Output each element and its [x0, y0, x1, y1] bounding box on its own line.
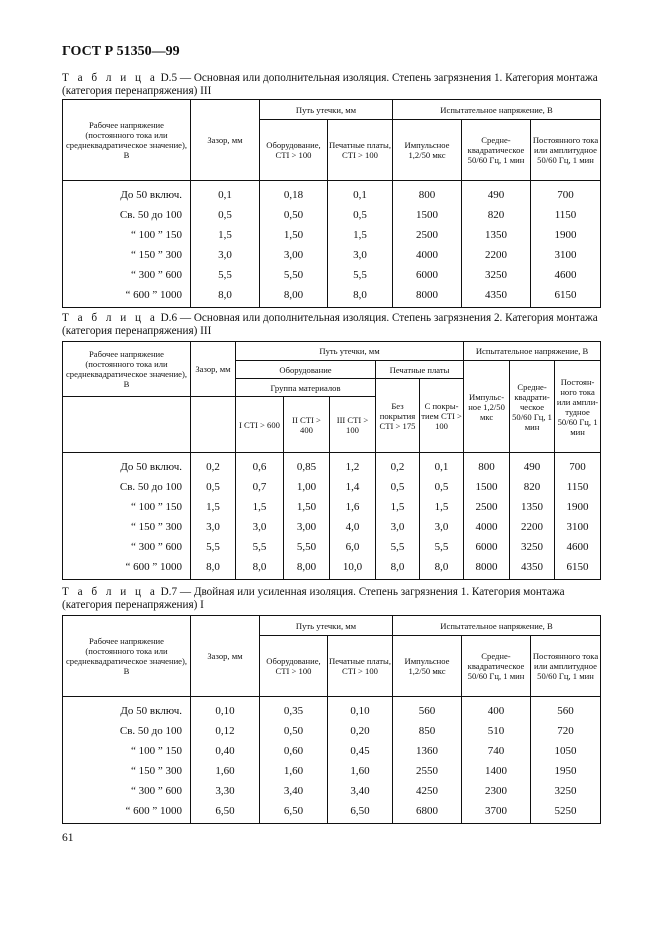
table-cell: 1,4	[330, 477, 376, 497]
table-cell: 6,50	[191, 801, 260, 824]
table-cell: 1,60	[260, 761, 328, 781]
table-cell: 3,0	[376, 517, 420, 537]
table-cell: 1,2	[330, 453, 376, 478]
table-cell: 8,0	[376, 557, 420, 580]
table-cell: 3100	[531, 245, 601, 265]
header-spacer	[191, 397, 236, 453]
header-voltage: Рабочее напряжение (постоянного тока или среднеквадратическое значение), В	[63, 342, 191, 397]
table-cell: 1,5	[420, 497, 464, 517]
cell-voltage-range: “ 100 ” 150	[63, 741, 191, 761]
table-d5-caption	[62, 72, 600, 98]
table-row	[63, 225, 601, 245]
table-cell: 1400	[462, 761, 531, 781]
caption-prefix: Т а б л и ц а	[62, 586, 158, 598]
caption-text: D.6 — Основная или дополнительная изоляция. Степень загрязнения 2. Категория монтажа (категория перенапряжения) III	[62, 312, 598, 337]
cell-voltage-range: “ 300 ” 600	[63, 537, 191, 557]
table-cell: 0,20	[328, 721, 393, 741]
table-cell: 6000	[393, 265, 462, 285]
header-impulse: Импульсное 1,2/50 мкс	[393, 636, 462, 697]
cell-voltage-range: “ 300 ” 600	[63, 265, 191, 285]
cell-voltage-range: До 50 включ.	[63, 697, 191, 722]
table-cell: 1500	[464, 477, 510, 497]
table-cell: 820	[510, 477, 555, 497]
header-gap: Зазор, мм	[191, 100, 260, 181]
table-cell: 5250	[531, 801, 601, 824]
table-cell: 4,0	[330, 517, 376, 537]
table-cell: 6150	[555, 557, 601, 580]
table-cell: 3250	[462, 265, 531, 285]
table-cell: 3,0	[191, 517, 236, 537]
header-pcb: Печатные платы, CTI > 100	[328, 636, 393, 697]
table-cell: 8,0	[191, 557, 236, 580]
header-impulse: Импульс-ное 1,2/50 мкс	[464, 361, 510, 453]
table-d5-body	[63, 181, 601, 308]
cell-voltage-range: “ 100 ” 150	[63, 497, 191, 517]
header-dc: Постоян-ного тока или ампли-тудное 50/60 Гц, 1 мин	[555, 361, 601, 453]
table-cell: 0,50	[260, 721, 328, 741]
header-test-voltage: Испытательное напряжение, В	[464, 342, 601, 361]
table-row	[63, 285, 601, 308]
header-creepage: Путь утечки, мм	[260, 100, 393, 120]
table-cell: 800	[464, 453, 510, 478]
table-cell: 5,5	[236, 537, 284, 557]
table-cell: 0,40	[191, 741, 260, 761]
header-material-group: Группа материалов	[236, 379, 376, 397]
table-cell: 0,35	[260, 697, 328, 722]
table-cell: 2200	[462, 245, 531, 265]
table-cell: 740	[462, 741, 531, 761]
table-cell: 6000	[464, 537, 510, 557]
table-cell: 1,60	[191, 761, 260, 781]
table-cell: 5,50	[284, 537, 330, 557]
table-cell: 4600	[531, 265, 601, 285]
table-row	[63, 781, 601, 801]
table-row	[63, 741, 601, 761]
table-cell: 560	[531, 697, 601, 722]
cell-voltage-range: Св. 50 до 100	[63, 205, 191, 225]
table-cell: 0,1	[420, 453, 464, 478]
table-cell: 0,2	[376, 453, 420, 478]
table-cell: 1150	[531, 205, 601, 225]
header-pcb: Печатные платы, CTI > 100	[328, 120, 393, 181]
table-cell: 5,5	[376, 537, 420, 557]
header-impulse: Импульсное 1,2/50 мкс	[393, 120, 462, 181]
table-cell: 700	[555, 453, 601, 478]
table-cell: 1950	[531, 761, 601, 781]
document-header: ГОСТ Р 51350—99	[62, 44, 180, 59]
table-cell: 0,2	[191, 453, 236, 478]
table-cell: 3,0	[236, 517, 284, 537]
table-cell: 8,0	[328, 285, 393, 308]
header-rms: Средне-квадратическое 50/60 Гц, 1 мин	[462, 120, 531, 181]
header-voltage: Рабочее напряжение (постоянного тока или среднеквадратическое значение), В	[63, 100, 191, 181]
table-cell: 8,0	[191, 285, 260, 308]
header-dc: Постоянного тока или амплитудное 50/60 Гц, 1 мин	[531, 120, 601, 181]
header-rms: Средне-квадрати-ческое 50/60 Гц, 1 мин	[510, 361, 555, 453]
table-cell: 0,85	[284, 453, 330, 478]
table-cell: 1150	[555, 477, 601, 497]
table-cell: 2500	[393, 225, 462, 245]
header-gap: Зазор, мм	[191, 342, 236, 397]
cell-voltage-range: “ 150 ” 300	[63, 517, 191, 537]
header-group-2: II CTI > 400	[284, 397, 330, 453]
caption-prefix: Т а б л и ц а	[62, 312, 158, 324]
table-cell: 1,5	[236, 497, 284, 517]
table-cell: 0,6	[236, 453, 284, 478]
table-cell: 4350	[462, 285, 531, 308]
table-cell: 3,00	[284, 517, 330, 537]
table-cell: 5,5	[328, 265, 393, 285]
table-row	[63, 181, 601, 206]
header-equipment: Оборудование, CTI > 100	[260, 636, 328, 697]
table-cell: 6800	[393, 801, 462, 824]
table-cell: 560	[393, 697, 462, 722]
table-cell: 0,10	[328, 697, 393, 722]
header-dc: Постоянного тока или амплитудное 50/60 Гц, 1 мин	[531, 636, 601, 697]
table-row	[63, 245, 601, 265]
table-cell: 0,18	[260, 181, 328, 206]
table-cell: 0,5	[328, 205, 393, 225]
table-cell: 1350	[510, 497, 555, 517]
table-cell: 8,00	[284, 557, 330, 580]
table-row	[63, 721, 601, 741]
table-cell: 6150	[531, 285, 601, 308]
header-test-voltage: Испытательное напряжение, В	[393, 100, 601, 120]
header-group-1: I CTI > 600	[236, 397, 284, 453]
table-row	[63, 517, 601, 537]
table-cell: 1350	[462, 225, 531, 245]
caption-text: D.7 — Двойная или усиленная изоляция. Степень загрязнения 1. Категория монтажа (категория перенапряжения) I	[62, 586, 565, 611]
cell-voltage-range: До 50 включ.	[63, 181, 191, 206]
table-cell: 10,0	[330, 557, 376, 580]
table-cell: 0,1	[328, 181, 393, 206]
table-cell: 1500	[393, 205, 462, 225]
cell-voltage-range: “ 300 ” 600	[63, 781, 191, 801]
table-cell: 490	[462, 181, 531, 206]
table-cell: 3,40	[260, 781, 328, 801]
table-cell: 1,5	[328, 225, 393, 245]
cell-voltage-range: Св. 50 до 100	[63, 721, 191, 741]
table-row	[63, 761, 601, 781]
table-cell: 4600	[555, 537, 601, 557]
table-d6-caption	[62, 312, 600, 338]
cell-voltage-range: Св. 50 до 100	[63, 477, 191, 497]
table-cell: 1050	[531, 741, 601, 761]
table-cell: 2500	[464, 497, 510, 517]
table-cell: 8000	[464, 557, 510, 580]
header-creepage: Путь утечки, мм	[260, 616, 393, 636]
table-cell: 6,50	[328, 801, 393, 824]
table-cell: 3700	[462, 801, 531, 824]
caption-text: D.5 — Основная или дополнительная изоляция. Степень загрязнения 1. Категория монтажа (категория перенапряжения) III	[62, 72, 598, 97]
cell-voltage-range: До 50 включ.	[63, 453, 191, 478]
header-coating: С покры-тием CTI > 100	[420, 379, 464, 453]
table-cell: 5,5	[191, 537, 236, 557]
table-cell: 3,00	[260, 245, 328, 265]
table-cell: 0,1	[191, 181, 260, 206]
table-cell: 400	[462, 697, 531, 722]
table-cell: 1,60	[328, 761, 393, 781]
table-cell: 5,5	[191, 265, 260, 285]
table-cell: 4350	[510, 557, 555, 580]
table-cell: 800	[393, 181, 462, 206]
table-row	[63, 205, 601, 225]
table-cell: 6,50	[260, 801, 328, 824]
header-equipment: Оборудование	[236, 361, 376, 379]
table-cell: 3,30	[191, 781, 260, 801]
cell-voltage-range: “ 600 ” 1000	[63, 285, 191, 308]
header-rms: Средне-квадратическое 50/60 Гц, 1 мин	[462, 636, 531, 697]
cell-voltage-range: “ 600 ” 1000	[63, 557, 191, 580]
table-cell: 0,7	[236, 477, 284, 497]
table-d6-body	[63, 453, 601, 580]
table-cell: 1,50	[284, 497, 330, 517]
cell-voltage-range: “ 150 ” 300	[63, 245, 191, 265]
table-cell: 3100	[555, 517, 601, 537]
table-cell: 2200	[510, 517, 555, 537]
table-cell: 1900	[531, 225, 601, 245]
table-d7	[62, 615, 601, 824]
table-d5	[62, 99, 601, 308]
header-voltage: Рабочее напряжение (постоянного тока или среднеквадратическое значение), В	[63, 616, 191, 697]
table-row	[63, 557, 601, 580]
table-cell: 3,0	[191, 245, 260, 265]
header-creepage: Путь утечки, мм	[236, 342, 464, 361]
table-cell: 700	[531, 181, 601, 206]
table-cell: 3,0	[420, 517, 464, 537]
table-cell: 1,5	[191, 225, 260, 245]
table-cell: 5,50	[260, 265, 328, 285]
header-no-coating: Без покрытия CTI > 175	[376, 379, 420, 453]
table-d7-caption	[62, 586, 600, 612]
caption-prefix: Т а б л и ц а	[62, 72, 158, 84]
table-cell: 0,5	[191, 205, 260, 225]
table-cell: 0,50	[260, 205, 328, 225]
table-cell: 1900	[555, 497, 601, 517]
table-cell: 3,40	[328, 781, 393, 801]
table-cell: 2300	[462, 781, 531, 801]
page-number: 61	[62, 832, 74, 844]
table-cell: 820	[462, 205, 531, 225]
table-cell: 1,50	[260, 225, 328, 245]
table-row	[63, 497, 601, 517]
header-spacer	[63, 397, 191, 453]
header-pcb: Печатные платы	[376, 361, 464, 379]
table-cell: 3250	[510, 537, 555, 557]
cell-voltage-range: “ 600 ” 1000	[63, 801, 191, 824]
table-cell: 0,45	[328, 741, 393, 761]
header-gap: Зазор, мм	[191, 616, 260, 697]
table-cell: 720	[531, 721, 601, 741]
table-cell: 1360	[393, 741, 462, 761]
table-cell: 510	[462, 721, 531, 741]
table-row	[63, 477, 601, 497]
table-cell: 1,6	[330, 497, 376, 517]
table-row	[63, 453, 601, 478]
table-cell: 8,00	[260, 285, 328, 308]
table-cell: 1,5	[191, 497, 236, 517]
table-cell: 8000	[393, 285, 462, 308]
table-cell: 1,00	[284, 477, 330, 497]
table-cell: 0,5	[376, 477, 420, 497]
table-cell: 0,12	[191, 721, 260, 741]
table-cell: 850	[393, 721, 462, 741]
table-cell: 0,60	[260, 741, 328, 761]
table-d6	[62, 341, 601, 580]
table-row	[63, 537, 601, 557]
cell-voltage-range: “ 100 ” 150	[63, 225, 191, 245]
table-cell: 0,5	[420, 477, 464, 497]
header-test-voltage: Испытательное напряжение, В	[393, 616, 601, 636]
table-cell: 6,0	[330, 537, 376, 557]
table-cell: 1,5	[376, 497, 420, 517]
table-cell: 3,0	[328, 245, 393, 265]
table-cell: 2550	[393, 761, 462, 781]
table-cell: 8,0	[236, 557, 284, 580]
table-cell: 4000	[393, 245, 462, 265]
table-row	[63, 265, 601, 285]
cell-voltage-range: “ 150 ” 300	[63, 761, 191, 781]
table-cell: 0,10	[191, 697, 260, 722]
table-row	[63, 801, 601, 824]
table-cell: 8,0	[420, 557, 464, 580]
table-d7-body	[63, 697, 601, 824]
table-cell: 490	[510, 453, 555, 478]
table-cell: 0,5	[191, 477, 236, 497]
table-cell: 5,5	[420, 537, 464, 557]
table-cell: 4000	[464, 517, 510, 537]
table-row	[63, 697, 601, 722]
table-cell: 3250	[531, 781, 601, 801]
header-group-3: III CTI > 100	[330, 397, 376, 453]
header-equipment: Оборудование, CTI > 100	[260, 120, 328, 181]
table-cell: 4250	[393, 781, 462, 801]
